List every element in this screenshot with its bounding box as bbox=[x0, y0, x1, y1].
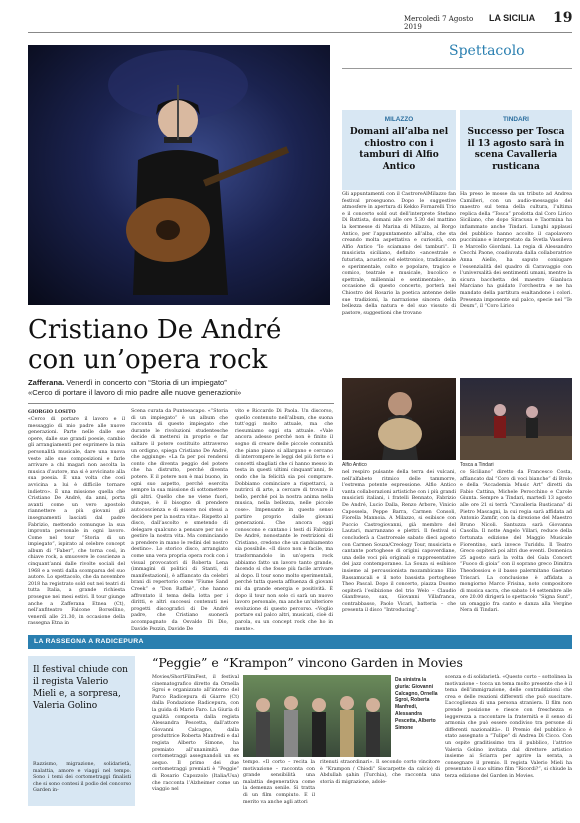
jury-group-icon bbox=[243, 675, 391, 757]
festival-side-body: Razzismo, migrazione, solidarietà, malattia, amore e viaggi nel tempo. Sono i temi dei cortometraggi finalisti che si sono contesi il podio del concorso Garden in- bbox=[33, 762, 131, 794]
garden-col-1: Movies/ShortFilmFest, il festival cinematografico diretto da Ornella Sgroi e organizzato all’interno del Parco Radicepura di Giarre (Ct) dalla Fondazione Radicepura, con la guida di Mario Faro. La Giuria di qualità composta dalla regista Alessandra Pescetta, dall’attore Giovanni Calcagno, dalla produttrice Roberta Manfredi e dal regista Alberto Simone, ha premiato all’unanimità due cortometraggi assegnandoli un ex aequo. Il primo dei due cortometraggi premiati è “Peggie” di Rosario Capozzolo (Italia/Usa) che racconta l’Alzheimer come un viaggio nel bbox=[152, 675, 239, 793]
main-col-2: Scena curata da Puntoeacapo. «“Storia di un impiegato” è un album che racconta di questo impiegato che durante le rivoluzioni studentesche decide di mettersi in proprio e far saltare il potere costituito attraverso un ordigno, spiega Cristiano De André, che aggiunge: «La fa per poi rendersi conto che diventa peggio del potere che ha distrutto, perché diventa potere. E il potere non è mai buono, in ogni suo aspetto, perché esercita sempre la sua missione di sottomettere gli altri. Quello che ne viene fuori, dunque, è il bisogno di prendere autocoscienza e di essere noi stessi a decidere per la nostra vita». Rispetto al disco, dall’ascolto e smetendo di delegare qualcuno a pensare per noi e gestire la nostra vita. Ma cominciando a prendere in mano le redini del nostro destino». Lo storico disco, arrangiato come una vera propria opera rock con i visual provocatori di Roberta Lena (immagini di politici di Stanti, di manifestazioni), è affiancato da celebri brani di repertorio come “Fiume Sand Creek” e “Don Raffaè”, che hanno affrontato il tema della lotta per i diritti, e altri successi contenuti nei progetti discografici di De André padre, che Cristiano suonerà accompagnato da Osvaldo Di Dio, Davide Pezzin, Davide De bbox=[131, 409, 228, 632]
article-subtitle bbox=[28, 378, 333, 398]
subtitle-quote: «Cerco di portare il lavoro di mio padre alle nuove generazioni» bbox=[28, 388, 242, 397]
author-byline: GIORGIO LOSITO bbox=[28, 409, 76, 415]
festival-side-headline: Il festival chiude con il regista Valerio Mieli e, a sorpresa, Valeria Golino bbox=[33, 665, 128, 711]
page-date: Mercoledì 7 Agosto 2019 bbox=[404, 15, 474, 31]
article-title-line1: Cristiano De André bbox=[28, 315, 282, 345]
alfio-antico-photo bbox=[342, 378, 456, 460]
page-number: 19 bbox=[553, 10, 573, 26]
tindari-tag: TINDARI bbox=[503, 116, 529, 123]
milazzo-tag: MILAZZO bbox=[384, 116, 414, 123]
subtitle-text: Venerdì in concerto con “Storia di un impiegato” bbox=[64, 378, 227, 387]
section-rule bbox=[342, 68, 572, 69]
tindari-col-2: co Siciliano” diretto da Francesco Costa, affiancato dal “Coro di voci bianche” di Brolo e della “Accademia Music Art” diretti da Fabio Cattina, Michele Perocchino e Carole Giunta. Sempre a Tindari, martedì 13 agosto alle ore 21 si terrà “Cavalleria Rusticana” di Pietro Mascagni, la cui regia sarà affidata ad Antonio Zamfir, con la direzione del Maestro Bruno Nicoli. Santuzza sarà Giovanna Casolla. Il notte Angelo Villari, reduce della fortunata edizione del Maggio Musicale Fiorentino, sarà invece Turiddu. Il Teatro Greco ospiterà poi altri due eventi. Domenica 25 agosto sarà la volta del Gala Concert “Fuoco di gioia” con il soprano greco Dimitra Theodossiou e il basso palermitano Gaetano Triscari. La conclusione è affidata a mongiorno Marco Frisina, noto compositore di musica sacra, che sabato 14 settembre alle ore 20.00 dirigerà lo spettacolo “Signa Sunt”, un omaggio fra canto e danza alla Vergine Nera di Tindari. bbox=[460, 470, 572, 614]
milazzo-headline: Domani all’alba nel chiostro con i tamburi di Alfio Antico bbox=[349, 127, 449, 172]
main-col-1: «Cerco di portare il lavoro e il messaggio di mio padre alle nuove generazioni. Parte nelle dalle sue opere, dalle sue grandi poesie, cambio gli arrangiamenti per esprimere la mia personalità musicale, dare una nuova veste alle sue composizioni e farle arrivare a chi magari non ascolta la musica d’autore, ma si è avvicinato alla sua poesia. È una volta che così avvicina a lui è difficile tornare indietro». È una missione quella che Cristiano De André, da anni, porta avanti come un vero apostolo riannettere a più giovani gli insegnamenti lasciati dal padre Fabrizio, mettendo comunque la sua impronta personale in ogni lavoro. Come nel tour “Storia di un impiegato”, ispirato al celebre concept album di “Faber”, che torna così, in chiave rock, a smuovere le coscienze a cinquant’anni dalle rivolte sociali del 1968 e a venti dalla scomparsa del suo autore. Lo spettacolo, che da novembre 2018 ha registrato sold out nei teatri di tutta Italia, a grande richiesta prosegue nei mesi estivi. Il tour giunge anche a Zafferana Etnea (Ct), nell’anfiteatro Falcone Borsellino, venerdì alle 21.30, in occasione della rassegna Etna in bbox=[28, 417, 125, 627]
rassegna-band-label: LA RASSEGNA A RADICEPURA bbox=[34, 638, 144, 645]
alfio-antico-caption: Alfio Antico bbox=[342, 462, 367, 468]
concert-photo bbox=[28, 45, 330, 305]
tindari-col-1: Ha preso le mosse da un tributo ad Andrea Camilleri, con un audio-messaggio del maestro sul tema della cultura, l’ultima replica della “Tosca” prodotta dal Coro Lirico Siciliano, che dopo Siracusa e Taormina ha infiammato anche Tindari. Lunghi applausi del pubblico hanno accolto il capolavoro pucciniano e interpretato da Svetla Vassileva e Marcello Giordani. La regia di Alessandro Cecchi Paone, coadiuvata dalla collaboratrice Anna Aiello, ha saputo coniugare l’essenzialità del quadro di Caravaggio con l’universalità dei sentimenti umani, mentre la sicura bacchetta del maestro Gianluca Marciano ha guidato l’orchestra e ne ha mandato della partitura esaltandone i colori. Presenza imponente sul palco, specie nel “Te Deum”, il “Coro Lirico bbox=[460, 192, 572, 310]
main-col-3: vito e Riccardo Di Paola. Un discorso, quello contenuto nell’album, che suona tutt’oggi molto attuale, ma che riesumiamo oggi sta attuale. «Vale ancora adesso perché non è finito il sogno di creare delle piccole comunità che piano piano si allargano e cercano di interrompere le leggi del più forte e i concetti sbagliati che ci hanno messo in testa in questi ultimi cinquant’anni, fe ondo che la felicità sia poi comprare. Dobbiamo cominciare a rispettarci, a nutrirci di arte, a cercare di trovare il bello, perché poi la nostra anima nella musica, nella bellezza, nelle piccole cose». Impensante in questo senso partire proprio dalle giovani generazioni. Che ancora oggi conoscono e cantano i testi di Fabrizio De André, nonostante le restrizioni di Cristiano, credono che un cambiamento sia possibile. «Il disco non è facile, ma trasformandolo in un’opera rock abbiamo fatto un lavoro tanto grande, facendo sì che fosse più facile arrivare al dopo. Il tour sono molto sperimentali, perché tutta questa affluenza di giovani mi da grande energia e positività. È dopo il tour non solo ci sarà un nuovo lavoro personale, ma anche un’ulteriore evoluzione di questo percorso. «Voglio portare sul palco altri, musicati, cioè di parola, su un concept rock che ho in mente». bbox=[235, 409, 333, 632]
garden-headline: “Peggie” e “Krampon” vincono Garden in Movies bbox=[152, 655, 463, 670]
subtitle-rule bbox=[28, 403, 334, 404]
jury-photo-caption: Da sinistra la giuria: Giovanni Calcagno, Ornella Sgroi, Roberta Manfredi, Alessandra Pescetta, Alberto Simone bbox=[395, 677, 438, 731]
garden-col-4: scenza e di solidarietà. «Questo corto – sottolinea la motivazione – tocca un tema molto presente che è il tema dell’immigrazione, delle contraddizioni che crea e delle reazioni differenti che può suscitare. L’accoglienza di una persona straniera. Il film non prende posizione e riesce con freschezza e leggerezza a raccontare la fraternità e il senso di armonia che può essere condiviso tra persone di differenti nazionalità». Il Premio del pubblico è stato assegnato a “Tulipe” di Andrea Di Cicco. Con un ospite graditissimo tra il pubblico, l’attrice Valeria Golino invitata dal direttore artistico insieme ai Sciarra per aprire la serata, a consegnare il premio. Il regista Valerio Mieli ha presentato il suo ultimo film “Ricordi?”, si chiude la terza edizione del Garden in Movies. bbox=[445, 675, 572, 779]
guitarist-figure-icon bbox=[28, 45, 330, 305]
article-title-line2: con un’opera rock bbox=[28, 345, 268, 375]
tosca-photo bbox=[460, 378, 572, 460]
section-title: Spettacolo bbox=[449, 43, 525, 59]
jury-photo bbox=[243, 675, 391, 757]
header-rule bbox=[28, 32, 572, 33]
tindari-headline: Successo per Tosca il 13 agosto sarà in scena Cavalleria rusticana bbox=[467, 127, 565, 172]
milazzo-col-2: nel respiro pulsante della terra dei vulcani, nell’alfabeto ritmico delle tammorre, l’estrema potente espressione. Alfio Antico vanta collaborazioni artistiche con i più grandi musicisti italiani, i fratelli Bennato, Fabrizio De André, Lucio Dalla, Renzo Arbore, Vinicio Capossela, Peppe Barra, Carmen Consoli, Fiorella Mannoia. A Milazzo, si esibisce con Puccio Castrogiovanni, già membro del Lautari, marranzano e plettri. Il festival si concluderà a Castroreale sabato dieci agosto con Carmen Souza/Creology Tour, musicista e cantante portoghese di origini capoverdiane, una delle voci più originali e rappresentative del jazz contemporaneo. La Souza si esibisce insieme al percussionista mozambicano Elio Rassamucali e il noto bassista portoghese Theo Pascal. Dopo il concerto, piazza Duomo ospiterà l’esibizione del trio Welo – Claudio Gianfreuso, sax, Giovanni Villafranca, contrabbasso, Paolo Vicari, batteria – che presenta il disco “Introducing”. bbox=[342, 470, 456, 614]
garden-col-2: tempo. «Il corto – recita la motivazione – racconta con grande sensibilità una malattia degenerativa come la demenza senile. Si tratta di un film compiuto. E il merito va anche agli attori bbox=[243, 760, 315, 805]
subtitle-place: Zafferana. bbox=[28, 378, 65, 387]
tosca-caption: Tosca a Tindari bbox=[460, 462, 494, 468]
drummer-figure-icon bbox=[342, 378, 456, 460]
stage-scene-icon bbox=[460, 378, 572, 460]
garden-col-3: ritenuti straordinari». Il secondo corto vincitore è “Krampon / Chiodi” Siscarpette da calcio) di Abdullah şahin (Turchia), che racconta una storia di migrazione, adole- bbox=[320, 760, 440, 785]
masthead: LA SICILIA bbox=[489, 13, 536, 23]
milazzo-col-1: Gli appuntamenti con il CastroreAlMilazzo fan festival proseguono. Dopo le suggestive atmosfere in apertura di Kekko Fornarelli Trio e il concerto sold out dell’interprete Stefano Di Battista, domani alle ore 5.30 del mattino la kermesse di Marina di Milazzo, al Borgo Antico, per l’appuntamento all’alba, che sta creando molta aspettativa e curiosità, con Alfio Antico “Io sciamano dei tamburi”. Il musicista siciliano, definito «ancestrale e futurista, acustico ed elettronico, tradizionale e sperimentale, colto e popolare, tragico e comico, teatrale e musicale, bucolico e spettrale, millennial e sentimentale», in occasione di questo concerto, porterà nel Chiostro del Rosario la poetica antenne delle sue tradizioni, la narrazione sincera della bellezza della natura e del suo vissuto di pastore, suggestioni che trovano bbox=[342, 192, 456, 316]
